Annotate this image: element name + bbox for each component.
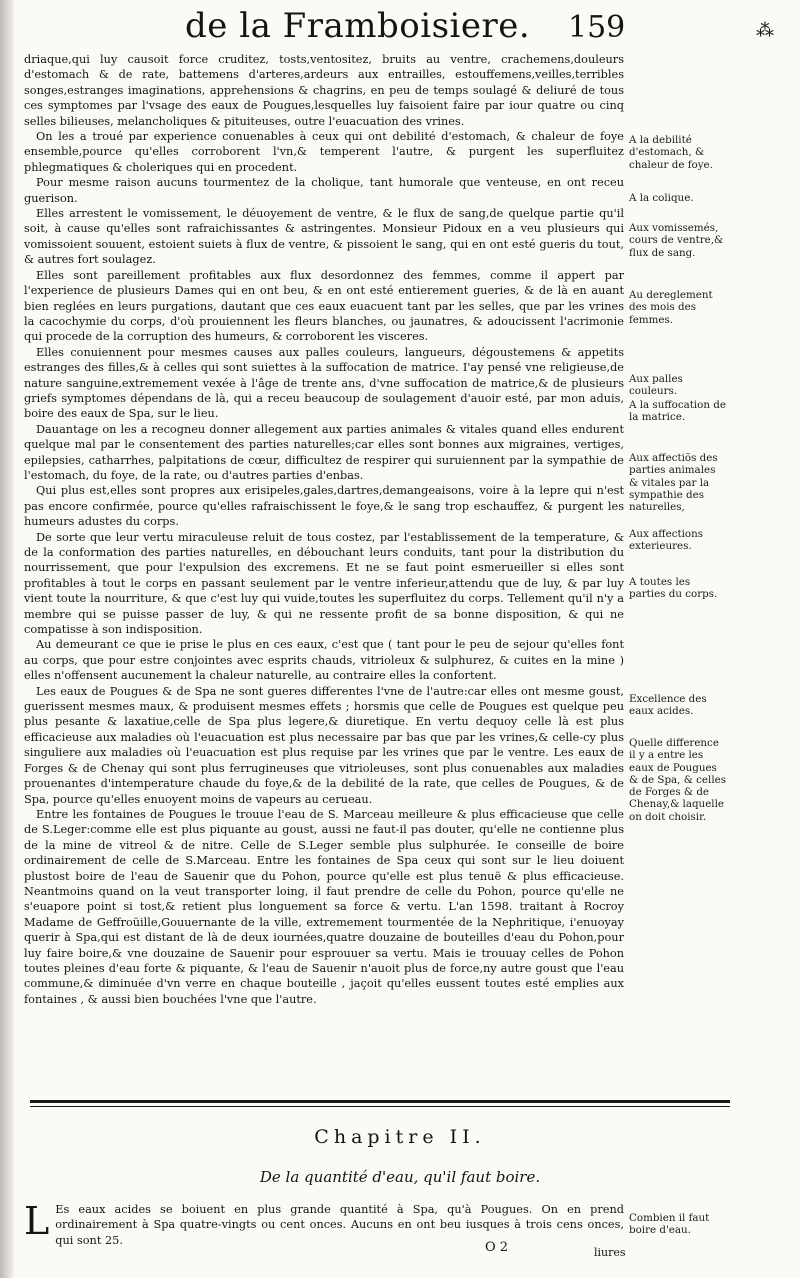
- sidenote-palles-couleurs: Aux palles couleurs.: [629, 373, 683, 398]
- paragraph-10: Au demeurant ce que ie prise le plus en ces eaux, c'est que ( tant pour le peu de sejour qu'elles font au corps, que pour estre conjointes avec esprits chauds, vitrioleux & sulphurez, & cuites en la mine ) elles n'offensent aucunement la chaleur naturelle, au contraire elles la confortent.: [24, 638, 624, 683]
- chapter-subtitle: De la quantité d'eau, qu'il faut boire.: [259, 1168, 541, 1186]
- header-ornament-icon: ⁂: [756, 20, 774, 41]
- running-title: de la Framboisiere.: [185, 6, 531, 46]
- sidenote-dereglement: Au dereglement des mois des femmes.: [629, 289, 713, 326]
- chapter-paragraph: Es eaux acides se boiuent en plus grande quantité à Spa, qu'à Pougues. On en prend ordinairement à Spa quatre-vingts ou cent onces. Aucuns en ont beu iusques à trois cens onces, qui sont 25.: [55, 1203, 624, 1247]
- paragraph-5: Elles sont pareillement profitables aux flux desordonnez des femmes, comme il appert par l'experience de plusieurs Dames qui en ont beu, & en ont esté entierement gueries, & de là en auant bien reglées en leurs purgations, dautant que ces eaux euacuent tant par les selles, que par les vrines la cacochymie du corps, d'où prouiennent les fleurs blanches, ou jaunatres, & adoucissent l'acrimonie qui procede de la corruption des humeurs, & corroborent les visceres.: [24, 268, 624, 344]
- paragraph-9: De sorte que leur vertu miraculeuse reluit de tous costez, par l'establissement de la temperature, & de la conformation des parties naturelles, en débouchant leurs conduits, tant pour la distribution du nourrissement, que pour l'expulsion des excremens. Et ne se faut point esmerueiller si elles sont profitables à tout le corps en passant seulement par le ventre inferieur,attendu que de luy, & par luy vient toute la nourriture, & que c'est luy qui vuide,toutes les superfluitez du corps. Tellement qu'il n'y a membre qui se puisse passer de luy, & qui ne ressente profit de sa bonne disposition, & qui ne compatisse à son indisposition.: [24, 530, 624, 637]
- paragraph-3: Pour mesme raison aucuns tourmentez de la cholique, tant humorale que venteuse, en ont receu guerison.: [24, 176, 624, 205]
- sidenote-excellence: Excellence des eaux acides.: [629, 693, 707, 718]
- page-header: [0, 6, 800, 48]
- paragraph-1: driaque,qui luy causoit force cruditez, tosts,ventositez, bruits au ventre, crachemens,douleurs d'estomach & de rate, battemens d'arteres,ardeurs aux entrailles, estouffemens,veilles,terribles songes,estranges imaginations, apprehensions & chagrins, en peu de temps soulagé & deliuré de tous ces symptomes par l'vsage des eaux de Pougues,lesquelles luy faisoient faire par iour quatre ou cinq selles bilieuses, melancholiques & pituiteuses, outre l'euacuation des vrines.: [24, 53, 624, 128]
- sidenote-affections-parties: Aux affectiõs des parties animales & vitales par la sympathie des naturelles,: [629, 452, 718, 514]
- paragraph-8: Qui plus est,elles sont propres aux erisipeles,gales,dartres,demangeaisons, voire à la lepre qui n'est pas encore confirmée, pource qu'elles rafraischissent le foye,& le sang trop eschauffez, & purgent les humeurs adustes du corps.: [24, 484, 624, 529]
- sidenote-vomissements: Aux vomissemés, cours de ventre,& flux de sang.: [629, 222, 724, 259]
- catchword: liures: [594, 1246, 626, 1259]
- sidenote-difference: Quelle difference il y a entre les eaux de Pougues & de Spa, & celles de Forges & de Chenay,& laquelle on doit choisir.: [629, 737, 726, 823]
- paragraph-7: Dauantage on les a recogneu donner allegement aux parties animales & vitales quand elles endurent quelque mal par le consentement des parties naturelles;car elles sont bonnes aux migraines, vertiges, epilepsies, catharrhes, palpitations de cœur, difficultez de respirer qui suruiennent par la sympathie de l'estomach, du foye, de la rate, ou d'autres parties d'enbas.: [24, 422, 624, 482]
- sidenote-debilite: A la debilité d'estomach, & chaleur de foye.: [629, 134, 713, 171]
- paragraph-12: Entre les fontaines de Pougues le trouue l'eau de S. Marceau meilleure & plus efficacieuse que celle de S.Leger:comme elle est plus piquante au goust, aussi ne faut-il pas douter, qu'elle ne contienne plus de la mine de vitreol & de nitre. Celle de S.Leger semble plus sulphurée. Ie conseille de boire ordinairement de celle de S.Marceau. Entre les fontaines de Spa ceux qui sont sur le lieu doiuent plustost boire de l'eau de Sauenir que du Pohon, pource qu'elle est plus tenuë & plus efficacieuse. Neantmoins quand on la veut transporter loing, il faut prendre de celle du Pohon, pource qu'elle ne s'euapore point si tost,& retient plus longuement sa force & vertu. L'an 1598. traitant à Rocroy Madame de Geffroüille,Gouuernante de la ville, extremement tourmentée de la Nephritique, i'enuoyay querir à Spa,qui est distant de là de deux iournées,quatre douzaine de bouteilles d'eau du Pohon,pour luy faire boire,& vne douzaine de Sauenir pour esprouuer sa vertu. Mais ie trouuay celles de Pohon toutes pleines d'eau forte & piquante, & l'eau de Sauenir n'auoit plus de force,ny autre goust que l'eau commune,& diminuée d'vn verre en chaque bouteille , jaçoit qu'elles eussent toutes esté emplies aux fontaines , & aussi bien bouchées l'vne que l'autre.: [24, 807, 624, 1006]
- main-text-column: [24, 52, 624, 1007]
- chapter-divider: [30, 1100, 730, 1107]
- page-gutter-shadow: [0, 0, 14, 1278]
- sidenote-toutes-parties: A toutes les parties du corps.: [629, 576, 718, 601]
- sidenote-combien: Combien il faut boire d'eau.: [629, 1212, 710, 1237]
- chapter-heading: Chapitre II.: [314, 1126, 486, 1148]
- sidenote-colique: A la colique.: [629, 192, 694, 204]
- signature-mark: O 2: [485, 1240, 509, 1255]
- paragraph-11: Les eaux de Pougues & de Spa ne sont gueres differentes l'vne de l'autre:car elles ont mesme goust, guerissent mesmes maux, & produisent mesmes effets ; horsmis que celle de Pougues est quelque peu plus pesante & laxatiue,celle de Spa plus legere,& diuretique. En vertu dequoy celle là est plus efficacieuse aux maladies où l'euacuation est plus necessaire par bas que par les vrines,& celle-cy plus singuliere aux maladies où l'euacuation est plus requise par les vrines que par le ventre. Les eaux de Forges & de Chenay qui sont plus ferrugineuses que vitrioleuses, sont plus conuenables aux maladies prouenantes d'intemperature chaude du foye,& de la debilité de la rate, que celles de Pougues, & de Spa, pource qu'elles enuoyent moins de vapeurs au cerueau.: [24, 684, 624, 806]
- drop-cap: L: [24, 1199, 50, 1243]
- paragraph-6: Elles conuiennent pour mesmes causes aux palles couleurs, langueurs, dégoustemens & appetits estranges des filles,& à celles qui sont suiettes à la suffocation de matrice. I'ay pensé vne religieuse,de nature sanguine,extremement vexée à l'âge de trente ans, d'vne suffocation de matrice,& de plusieurs griefs symptomes dépendans de là, qui a receu beaucoup de soulagement d'auoir esté, par mon aduis, boire des eaux de Spa, sur le lieu.: [24, 345, 624, 421]
- paragraph-2: On les a troué par experience conuenables à ceux qui ont debilité d'estomach, & chaleur de foye ensemble,pource qu'elles corroborent l'vn,& temperent l'autre, & purgent les superfluitez phlegmatiques & choleriques qui en procedent.: [24, 130, 624, 174]
- chapter-opening: [24, 1199, 624, 1248]
- sidenote-suffocation: A la suffocation de la matrice.: [629, 399, 726, 424]
- page-number: 159: [568, 10, 626, 45]
- sidenote-affections-exterieures: Aux affections exterieures.: [629, 528, 704, 553]
- paragraph-4: Elles arrestent le vomissement, le déuoyement de ventre, & le flux de sang,de quelque partie qu'il soit, à cause qu'elles sont rafraichissantes & astringentes. Monsieur Pidoux en a veu plusieurs qui vomissoient souuent, estoient suiets à flux de ventre, & pissoient le sang, qui en ont esté gueris du tout, & autres fort soulagez.: [24, 207, 624, 267]
